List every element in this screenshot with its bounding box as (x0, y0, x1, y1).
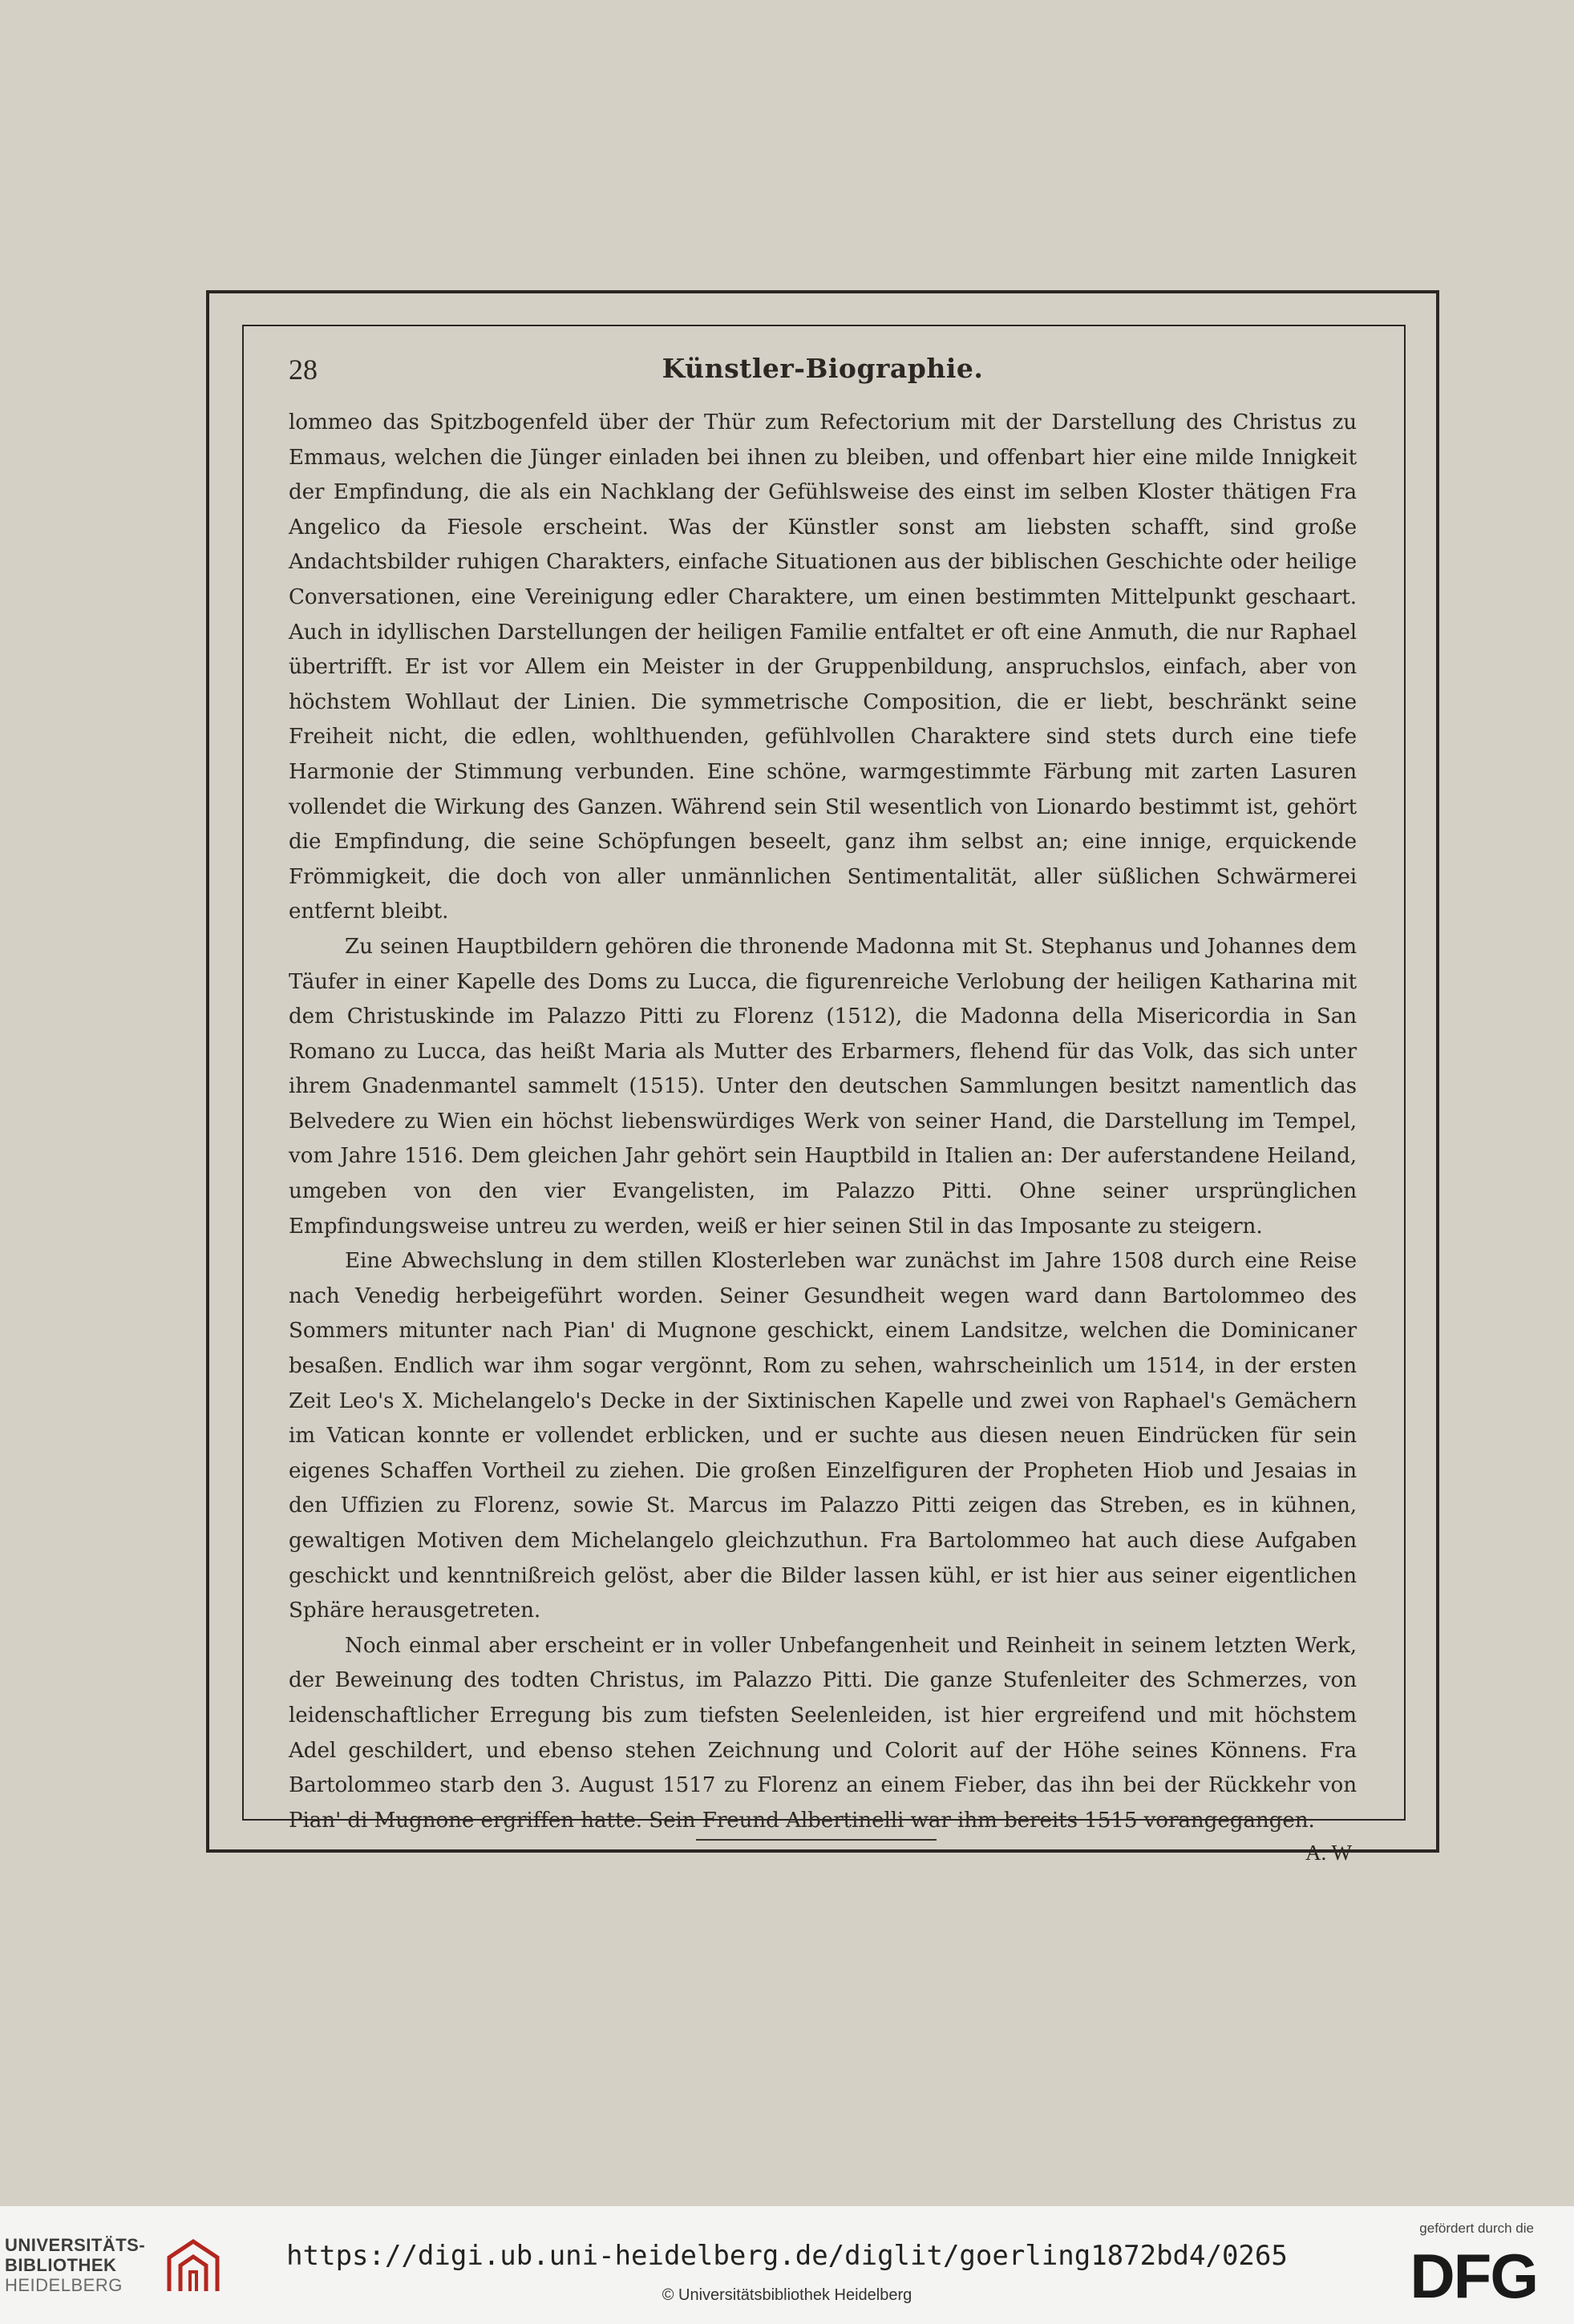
running-head: Künstler-Biographie. (662, 353, 984, 384)
page-header (289, 346, 1357, 406)
paragraph-2: Zu seinen Hauptbildern gehören die thronende Madonna mit St. Stephanus und Johannes dem Täufer in einer Kapelle des Doms zu Lucca, die figurenreiche Verlobung der heiligen Katharina mit dem Christuskinde im Palazzo Pitti zu Florenz (1512), die Madonna della Misericordia in San Romano zu Lucca, das heißt Maria als Mutter des Erbarmers, flehend für das Volk, das sich unter ihrem Gnadenmantel sammelt (1515). Unter den deutschen Sammlungen besitzt namentlich das Belvedere zu Wien ein höchst liebenswürdiges Werk von seiner Hand, die Darstellung im Tempel, vom Jahre 1516. Dem gleichen Jahr gehört sein Hauptbild in Italien an: Der auferstandene Heiland, umgeben von den vier Evangelisten, im Palazzo Pitti. Ohne seiner ursprünglichen Empfindungsweise untreu zu werden, weiß er hier seinen Stil in das Imposante zu steigern. (289, 934, 1357, 1239)
permalink-url[interactable]: https://digi.ub.uni-heidelberg.de/diglit/goerling1872bd4/0265 (286, 2240, 1288, 2272)
library-name-line: HEIDELBERG (5, 2275, 123, 2295)
library-name-line: BIBLIOTHEK (5, 2255, 117, 2275)
copyright-notice: © Universitätsbibliothek Heidelberg (662, 2286, 912, 2304)
author-signature: A. W (1305, 1841, 1352, 1865)
paragraph-3: Eine Abwechslung in dem stillen Klosterleben war zunächst im Jahre 1508 durch eine Reise nach Venedig herbeigeführt worden. Seiner Gesundheit wegen ward dann Bartolommeo des Sommers mitunter nach Pian' di Mugnone geschickt, einem Landsitze, welchen die Dominicaner besaßen. Endlich war ihm sogar vergönnt, Rom zu sehen, wahrscheinlich um 1514, in der ersten Zeit Leo's X. Michelangelo's Decke in der Sixtinischen Kapelle und zwei von Raphael's Gemächern im Vatican konnte er vollendet erblicken, und er suchte aus diesen neuen Eindrücken für sein eigenes Schaffen Vortheil zu ziehen. Die großen Einzelfiguren der Propheten Hiob und Jesaias in den Uffizien zu Florenz, sowie St. Marcus im Palazzo Pitti zeigen das Streben, es in kühnen, gewaltigen Motiven dem Michelangelo gleichzuthun. Fra Bartolommeo hat auch diese Aufgaben geschickt und kenntnißreich gelöst, aber die Bilder lassen kühl, er ist hier aus seiner eigentlichen Sphäre herausgetreten. (289, 1249, 1357, 1623)
library-name-line: UNIVERSITÄTS- (5, 2235, 146, 2255)
page-content (289, 346, 1357, 1865)
end-rule (696, 1839, 937, 1841)
dfg-logo[interactable]: DFG (1410, 2241, 1537, 2311)
body-text (289, 406, 1357, 1838)
page-number: 28 (289, 354, 318, 386)
paragraph-1: lommeo das Spitzbogenfeld über der Thür zum Refectorium mit der Darstellung des Christus zu Emmaus, welchen die Jünger einladen bei ihnen zu bleiben, und offenbart hier eine milde Innigkeit der Empfindung, die als ein Nachklang der Gefühlsweise des einst im selben Kloster thätigen Fra Angelico da Fiesole erscheint. Was der Künstler sonst am liebsten schafft, sind große Andachtsbilder ruhigen Charakters, einfache Situationen aus der biblischen Geschichte oder heilige Conversationen, eine Vereinigung edler Charaktere, um einen bestimmten Mittelpunkt geschaart. Auch in idyllischen Darstellungen der heiligen Familie entfaltet er oft eine Anmuth, die nur Raphael übertrifft. Er ist vor Allem ein Meister in der Gruppenbildung, anspruchslos, einfach, aber von höchstem Wohllaut der Linien. Die symmetrische Composition, die er liebt, beschränkt seine Freiheit nicht, die edlen, wohlthuenden, gefühlvollen Charaktere sind stets durch eine tiefe Harmonie der Stimmung verbunden. Eine schöne, warmgestimmte Färbung mit zarten Lasuren vollendet die Wirkung des Ganzen. Während sein Stil wesentlich von Lionardo bestimmt ist, gehört die Empfindung, die seine Schöpfungen beseelt, ganz ihm selbst an; eine innige, erquickende Frömmigkeit, die doch von aller unmännlichen Sentimentalität, aller süßlichen Schwärmerei entfernt bleibt. (289, 410, 1357, 924)
paragraph-4: Noch einmal aber erscheint er in voller Unbefangenheit und Reinheit in seinem letzten Werk, der Beweinung des todten Christus, im Palazzo Pitti. Die ganze Stufenleiter des Schmerzes, von leidenschaftlicher Erregung bis zum tiefsten Seelenleiden, ist hier ergreifend und mit höchstem Adel geschildert, und ebenso stehen Zeichnung und Colorit auf der Höhe seines Könnens. Fra Bartolommeo starb den 3. August 1517 zu Florenz an einem Fieber, das ihn bei der Rückkehr von Pian' di Mugnone ergriffen hatte. Sein Freund Albertinelli war ihm bereits 1515 vorangegangen. (289, 1633, 1357, 1833)
funder-note: gefördert durch die (1419, 2221, 1534, 2236)
viewer-footer (0, 2206, 1574, 2324)
